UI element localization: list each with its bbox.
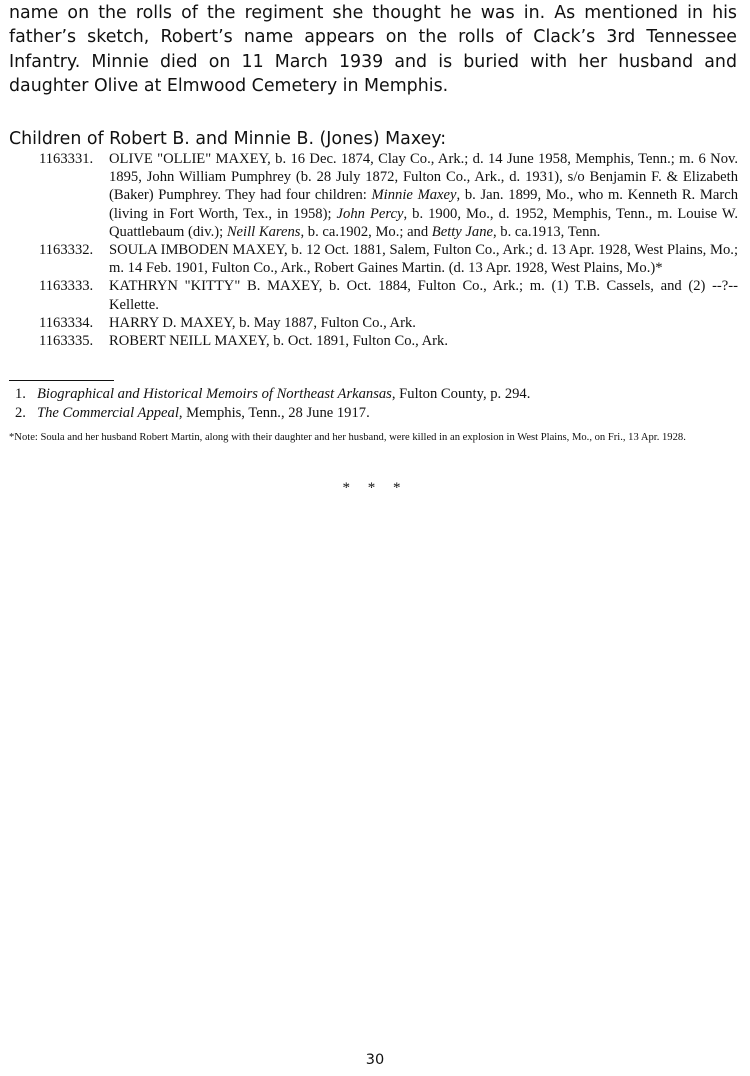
entry-number: 1163333.: [39, 278, 94, 295]
explosion-note: *Note: Soula and her husband Robert Martin, along with their daughter and her husband, were killed in an explosion in West Plains, Mo., on Fri., 13 Apr. 1928.: [9, 432, 686, 443]
footnote-source-detail: , Fulton County, p. 294.: [391, 386, 531, 402]
entry-text-part: , b. 1900, Mo., d. 1952, Memphis, Tenn., m. Louise W. Quattlebaum (div.);: [109, 205, 738, 240]
footnote-text: [37, 404, 370, 423]
entry-text-part: , b. Jan. 1899, Mo., who m. Kenneth R. March (living in Fort Worth, Tex., in 1958);: [109, 187, 739, 222]
child-entry-olive: [39, 150, 738, 241]
entry-number: 1163331.: [39, 151, 94, 167]
entry-number: 1163332.: [39, 242, 94, 259]
entry-text-part: , b. ca.1902, Mo.; and: [300, 223, 432, 240]
footnote-item: [15, 385, 737, 404]
footnote-number: 1.: [15, 386, 26, 402]
intro-paragraph: name on the rolls of the regiment she thought he was in. As mentioned in his father’s sketch, Robert’s name appears on the rolls of Clack’s 3rd Tennessee Infantry. Minnie died on 11 March 1939 and is buried with her husband and daughter Olive at Elmwood Cemetery in Memphis.: [9, 3, 737, 96]
footnote-number: 2.: [15, 405, 26, 421]
child-entry-kathryn: [39, 277, 738, 313]
entry-text: SOULA IMBODEN MAXEY, b. 12 Oct. 1881, Salem, Fulton Co., Ark.; d. 13 Apr. 1928, West Plains, Mo.; m. 14 Feb. 1901, Fulton Co., Ark., Robert Gaines Martin. (d. 13 Apr. 1928, West Plains, Mo.)*: [109, 242, 738, 277]
entry-text: HARRY D. MAXEY, b. May 1887, Fulton Co., Ark.: [109, 314, 416, 331]
grandchild-name: Betty Jane: [431, 223, 493, 240]
entry-text-part: OLIVE "OLLIE" MAXEY, b. 16 Dec. 1874, Clay Co., Ark.; d. 14 June 1958, Memphis, Tenn.; m. 6 Nov. 1895, John William Pumphrey (b. 28 July 1872, Fulton Co., Ark., d. 1931), s/o Benjamin F. & Elizabeth (Baker) Pumphrey. They had four children:: [109, 151, 738, 204]
footnote-source-title: Biographical and Historical Memoirs of Northeast Arkansas: [37, 386, 392, 402]
footnote-item: [15, 404, 737, 423]
grandchild-name: Neill Karens: [226, 223, 301, 240]
grandchild-name: John Percy: [336, 205, 404, 222]
page-number: 30: [365, 1052, 385, 1068]
section-separator: * * *: [342, 480, 408, 496]
entry-text: [109, 150, 738, 241]
footnote-source-title: The Commercial Appeal: [37, 405, 179, 421]
children-list: [39, 150, 738, 350]
entry-number: 1163334.: [39, 314, 94, 331]
children-heading: Children of Robert B. and Minnie B. (Jones) Maxey:: [9, 129, 447, 149]
entry-text-part: , b. ca.1913, Tenn.: [492, 223, 601, 240]
entry-text: ROBERT NEILL MAXEY, b. Oct. 1891, Fulton Co., Ark.: [109, 333, 448, 350]
footnote-text: [37, 385, 530, 404]
footnote-divider: [9, 380, 114, 381]
child-entry-harry: [39, 314, 738, 332]
entry-text: KATHRYN "KITTY" B. MAXEY, b. Oct. 1884, Fulton Co., Ark.; m. (1) T.B. Cassels, and (2) --?-- Kellette.: [109, 278, 738, 313]
child-entry-robert: [39, 332, 738, 350]
child-entry-soula: [39, 241, 738, 277]
grandchild-name: Minnie Maxey: [371, 187, 457, 204]
footnote-list: [15, 385, 737, 423]
footnote-source-detail: , Memphis, Tenn., 28 June 1917.: [178, 405, 370, 421]
entry-number: 1163335.: [39, 333, 94, 350]
